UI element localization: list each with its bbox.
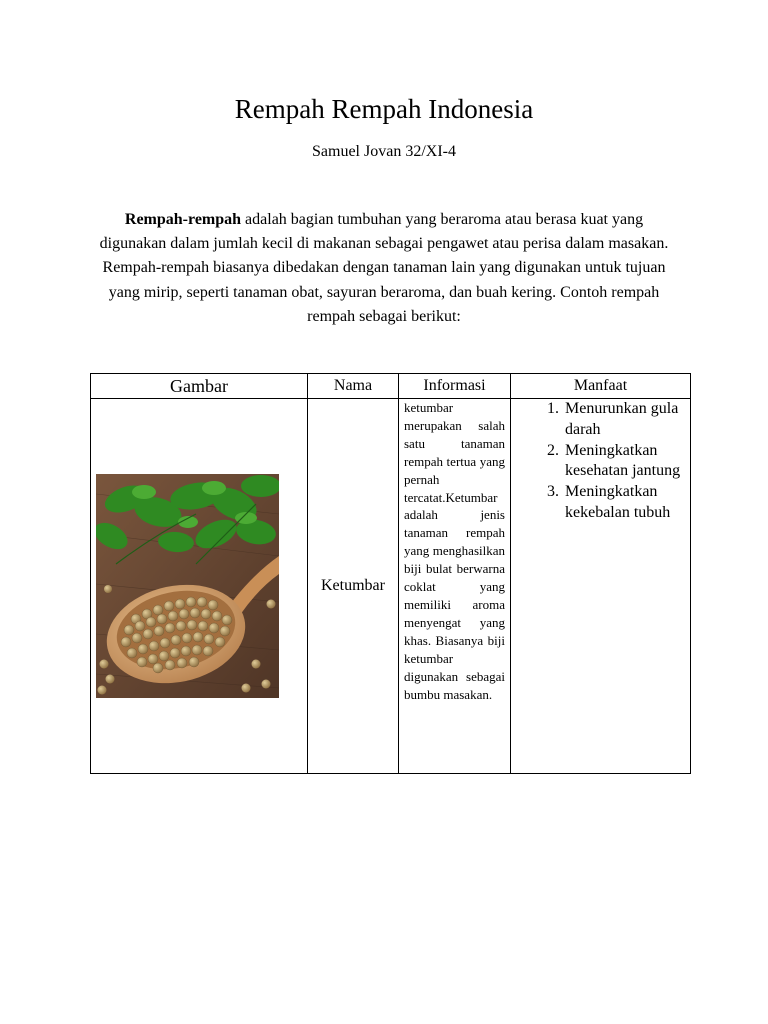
document-title: Rempah Rempah Indonesia: [234, 94, 534, 124]
author-line: Samuel Jovan 32/XI-4: [312, 143, 456, 160]
intro-bold-term: Rempah-rempah: [124, 211, 242, 228]
cell-gambar: [91, 399, 308, 774]
cell-informasi: [399, 399, 511, 774]
table-row: [91, 399, 691, 774]
manfaat-list: [511, 399, 690, 524]
list-item: 2. Meningkatkan kesehatan jantung: [563, 441, 690, 483]
list-item: 1. Menurunkan gula darah: [563, 399, 690, 441]
informasi-text: ketumbar merupakan salah satu tanaman rempah tertua yang pernah tercatat.Ketumbar adalah jenis tanaman rempah yang menghasilkan biji bulat berwarna coklat yang memiliki aroma menyengat yang khas. Biasanya biji ketumbar digunakan sebagai bumbu masakan.: [404, 400, 505, 702]
cell-manfaat: [511, 399, 691, 774]
header-nama: Nama: [308, 374, 399, 399]
cell-nama: Ketumbar: [308, 399, 399, 774]
table-header-row: [91, 374, 691, 399]
intro-text: adalah bagian tumbuhan yang beraroma atau berasa kuat yang digunakan dalam jumlah kecil di makanan sebagai pengawet atau perisa dalam masakan. Rempah-rempah biasanya dibedakan dengan tanaman lain yang digunakan untuk tujuan yang mirip, seperti tanaman obat, sayuran beraroma, dan buah kering. Contoh rempah rempah sebagai berikut:: [99, 211, 669, 325]
intro-paragraph: [92, 208, 676, 329]
coriander-seeds-photo: [96, 474, 279, 698]
list-item: 3. Meningkatkan kekebalan tubuh: [563, 482, 690, 524]
header-gambar: Gambar: [91, 374, 308, 399]
header-informasi: Informasi: [399, 374, 511, 399]
spice-table: [90, 373, 691, 774]
header-manfaat: Manfaat: [511, 374, 691, 399]
